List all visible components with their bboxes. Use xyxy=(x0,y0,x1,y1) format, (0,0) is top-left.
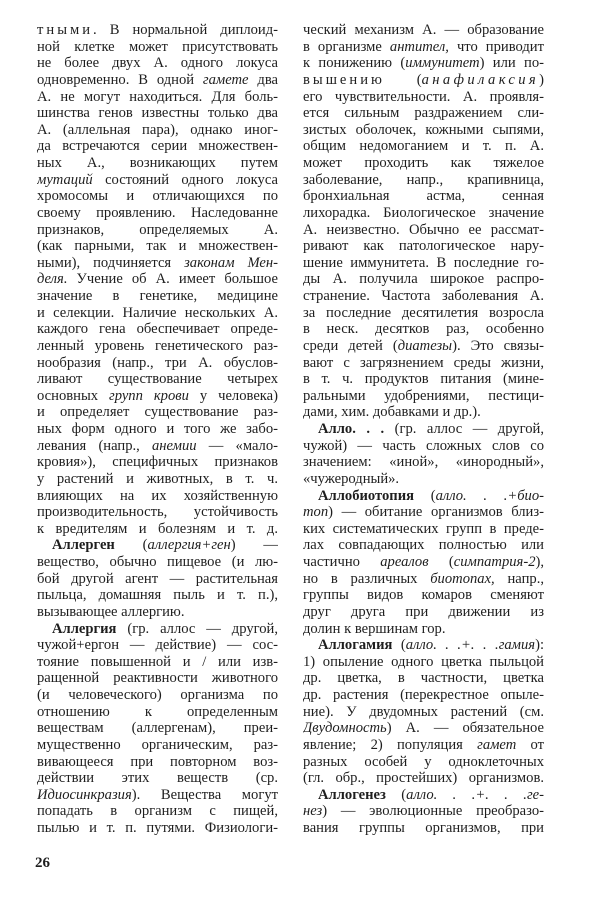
text-segment: к вредителям и болезням и т. д. xyxy=(37,520,278,537)
text-segment: др. цветка, в частности, цветка xyxy=(303,670,544,687)
entry-headword: Аллогенез xyxy=(318,786,386,803)
text-segment: вивающееся при повторном воз- xyxy=(37,753,278,770)
text-line xyxy=(303,105,544,122)
text-line xyxy=(303,720,544,737)
text-line xyxy=(303,89,544,106)
text-segment: попадать в организм с пищей, xyxy=(37,803,278,820)
italic-term: симпатрия-2 xyxy=(453,554,536,570)
text-line xyxy=(303,72,544,89)
text-segment: общим недомоганием и т. п. А. xyxy=(303,138,544,155)
text-segment: (как парными, так и множествен- xyxy=(37,238,278,255)
text-segment: ных А., возникающих путем xyxy=(37,155,278,171)
text-line xyxy=(303,770,544,787)
text-segment: вания группы организмов, при xyxy=(303,820,544,836)
text-segment: основных xyxy=(37,387,110,404)
italic-term: Двудомность xyxy=(303,720,387,737)
italic-term: топ xyxy=(303,504,329,521)
italic-term: ареалов xyxy=(380,554,429,570)
entry-headword: Аллогамия xyxy=(318,637,393,654)
text-segment: «чужеродный». xyxy=(303,470,400,487)
text-segment: его чувствительности. А. проявля- xyxy=(303,88,544,105)
text-line xyxy=(37,621,278,638)
text-segment: ( xyxy=(384,71,422,88)
text-line xyxy=(37,288,278,305)
text-line xyxy=(303,454,544,471)
text-line xyxy=(37,172,278,189)
text-line xyxy=(37,205,278,222)
text-segment: значением: «иной», «инородный», xyxy=(303,454,544,471)
text-line xyxy=(303,637,544,654)
text-line xyxy=(37,421,278,438)
text-line xyxy=(37,39,278,56)
text-segment: заболевание, напр., крапивница, xyxy=(303,171,544,188)
text-segment: ( xyxy=(428,554,454,570)
text-segment: долин к вершинам гор. xyxy=(303,620,446,637)
text-segment: ние). У двудомных растений (см. xyxy=(303,703,544,720)
italic-term: алло. . .+био- xyxy=(435,487,544,504)
text-segment: бронхиальная астма, сенная xyxy=(303,188,544,205)
text-line xyxy=(37,188,278,205)
text-segment: ) xyxy=(539,71,544,88)
text-segment: ). Вещества могут xyxy=(131,786,278,803)
text-line xyxy=(303,22,544,39)
text-line xyxy=(303,122,544,139)
italic-term: мутаций xyxy=(37,171,93,188)
italic-term: алло. . .+. . .ге- xyxy=(406,786,544,803)
text-segment: к понижению ( xyxy=(303,55,406,72)
text-segment: странение. Частота заболевания А. xyxy=(303,288,544,304)
text-line xyxy=(37,654,278,671)
text-line xyxy=(303,803,544,820)
text-line xyxy=(37,222,278,239)
text-segment: шинства генов известны только два xyxy=(37,105,278,122)
text-segment: левания (напр., xyxy=(37,437,152,454)
right-text-column xyxy=(303,22,544,837)
text-segment: не более двух А. одного локуса xyxy=(37,55,278,72)
italic-term: биотопах, xyxy=(430,570,495,587)
text-line xyxy=(303,155,544,172)
italic-term: Идиосинкразия xyxy=(37,786,132,803)
text-segment: ), xyxy=(535,554,544,570)
text-segment: нообразия (напр., три А. обуслов- xyxy=(37,354,278,371)
text-segment: ной клетке может присутствовать xyxy=(37,38,278,55)
text-segment: пыльца, домашняя пыль и т. п.), xyxy=(37,587,278,604)
text-line xyxy=(303,255,544,272)
text-segment: ) или по- xyxy=(479,55,544,72)
text-line xyxy=(37,138,278,155)
text-segment: влияющих на их хозяйственную xyxy=(37,487,278,504)
text-segment: (гл. обр., простейших) организмов. xyxy=(303,770,544,787)
text-segment: ленный уровень генетического раз- xyxy=(37,337,278,354)
text-segment: и определяет существование раз- xyxy=(37,404,278,421)
text-line xyxy=(37,770,278,787)
italic-term: гамете xyxy=(202,71,249,88)
text-segment: Учение об А. имеет большое xyxy=(67,271,278,288)
text-segment: . В нормальной диплоид- xyxy=(93,22,278,38)
text-segment: ( xyxy=(114,537,148,554)
text-line xyxy=(37,820,278,837)
text-segment: и селекции. Наличие нескольких А. xyxy=(37,304,278,321)
text-segment: своему проявлению. Наследованне xyxy=(37,204,278,221)
text-segment: производительность, устойчивость xyxy=(37,504,278,521)
text-segment: друг друга при движении из xyxy=(303,603,544,620)
text-line xyxy=(303,670,544,687)
text-line xyxy=(37,504,278,521)
text-segment: лах совпадающих полностью или xyxy=(303,537,544,554)
text-segment: вают с загрязнением среды жизни, xyxy=(303,354,544,371)
text-segment: явление; 2) популяция xyxy=(303,736,478,753)
text-segment: действии этих веществ (ср. xyxy=(37,770,278,787)
text-line xyxy=(303,571,544,588)
text-segment: может проходить как тяжелое xyxy=(303,155,544,171)
text-line xyxy=(303,172,544,189)
text-segment: чужой) — часть сложных слов со xyxy=(303,437,544,454)
text-segment: что приводит xyxy=(448,38,544,55)
text-segment: вышению xyxy=(303,71,385,88)
text-line xyxy=(303,388,544,405)
text-segment: ). Это связы- xyxy=(452,337,544,354)
text-line xyxy=(303,321,544,338)
text-line xyxy=(37,670,278,687)
text-line xyxy=(37,537,278,554)
text-line xyxy=(303,55,544,72)
entry-headword: Аллергия xyxy=(52,620,117,637)
text-segment: ческий механизм А. — образование xyxy=(303,22,544,38)
text-line xyxy=(303,421,544,438)
text-segment: одновременно. В одной xyxy=(37,71,203,88)
text-line xyxy=(303,820,544,837)
text-segment: признаков, определяемых А. xyxy=(37,221,278,238)
text-line xyxy=(303,654,544,671)
text-segment: отношению к определенным xyxy=(37,703,278,720)
text-segment: ды А. получила широкое распро- xyxy=(303,271,544,288)
text-segment: ( xyxy=(392,637,406,654)
text-line xyxy=(303,238,544,255)
text-line xyxy=(37,271,278,288)
text-line xyxy=(303,488,544,505)
text-segment: зистых оболочек, кожными сыпями, xyxy=(303,121,544,138)
text-line xyxy=(37,238,278,255)
text-line xyxy=(303,787,544,804)
text-segment: напр., xyxy=(494,570,544,587)
text-segment: чужой+ергон — действие) — сос- xyxy=(37,637,278,654)
text-segment: А. неизвестно. Обычно ее рассмат- xyxy=(303,221,544,238)
text-line xyxy=(303,687,544,704)
text-segment: за последние десятилетия возросла xyxy=(303,304,544,321)
text-line xyxy=(303,222,544,239)
text-line xyxy=(303,305,544,322)
text-segment: да встречаются серии множествен- xyxy=(37,138,278,155)
text-segment: А. (аллельная пара), однако иног- xyxy=(37,121,278,138)
text-line xyxy=(37,388,278,405)
text-line xyxy=(37,321,278,338)
text-line xyxy=(37,637,278,654)
text-segment: каждого гена обеспечивает опреде- xyxy=(37,321,278,338)
text-line xyxy=(303,587,544,604)
text-segment: тояние повышенной и / или изв- xyxy=(37,653,278,670)
text-segment: (гр. аллос — другой, xyxy=(116,620,278,637)
text-line xyxy=(37,22,278,39)
text-line xyxy=(303,355,544,372)
text-line xyxy=(303,338,544,355)
text-segment: разных особей у одноклеточных xyxy=(303,753,544,770)
text-segment: др. растения (перекрестное опыле- xyxy=(303,687,544,703)
text-line xyxy=(303,537,544,554)
text-segment: ) — xyxy=(230,537,278,554)
text-line xyxy=(37,371,278,388)
text-segment: веществам (аллергенам), преи- xyxy=(37,720,278,737)
text-segment: ) — эволюционные преобразо- xyxy=(322,803,544,820)
text-line xyxy=(303,604,544,621)
text-line xyxy=(37,554,278,571)
text-segment: ) — обитание организмов близ- xyxy=(328,504,544,521)
text-line xyxy=(37,737,278,754)
text-line xyxy=(303,737,544,754)
text-segment: среди детей ( xyxy=(303,337,398,354)
text-line xyxy=(37,72,278,89)
text-line xyxy=(37,571,278,588)
text-line xyxy=(37,105,278,122)
italic-term: алло. . .+. . .гамия xyxy=(405,637,536,654)
italic-term: законам Мен- xyxy=(184,254,278,271)
text-segment: ными), подчиняется xyxy=(37,254,185,271)
italic-term: деля. xyxy=(37,271,68,288)
text-line xyxy=(37,305,278,322)
text-segment: ется сильным раздражением сли- xyxy=(303,105,544,122)
text-segment: у человека) xyxy=(188,387,278,404)
text-segment: — «мало- xyxy=(196,437,278,454)
text-segment: ) А. — обязательное xyxy=(386,720,544,737)
text-line xyxy=(303,521,544,538)
text-segment: два xyxy=(248,71,278,88)
text-line xyxy=(37,720,278,737)
text-segment: кровия»), специфичных признаков xyxy=(37,454,278,471)
text-line xyxy=(303,39,544,56)
italic-term: групп крови xyxy=(109,387,189,404)
text-segment: тными xyxy=(37,22,94,38)
italic-term: антител, xyxy=(389,38,449,55)
text-segment: ): xyxy=(535,637,544,654)
text-segment: (и человеческого) организма по xyxy=(37,687,278,703)
italic-term: анемии xyxy=(152,437,197,454)
text-line xyxy=(37,438,278,455)
text-line xyxy=(37,587,278,604)
text-line xyxy=(37,471,278,488)
italic-term: аллергия+ген xyxy=(147,537,231,554)
text-line xyxy=(303,188,544,205)
text-line xyxy=(303,371,544,388)
text-line xyxy=(37,754,278,771)
text-line xyxy=(303,138,544,155)
text-segment: А. не могут находиться. Для боль- xyxy=(37,88,278,105)
text-line xyxy=(303,404,544,421)
text-line xyxy=(37,404,278,421)
text-segment: лихорадка. Биологическое значение xyxy=(303,204,544,221)
text-line xyxy=(37,338,278,355)
text-segment: бой другой агент — растительная xyxy=(37,570,278,587)
text-line xyxy=(303,438,544,455)
text-segment: значение в генетике, медицине xyxy=(37,288,278,304)
text-segment: пылью и т. п. путями. Физиологи- xyxy=(37,820,278,836)
text-segment: но в различных xyxy=(303,570,431,587)
entry-headword: Алло. . . xyxy=(318,421,385,437)
italic-term: нез xyxy=(303,803,323,820)
text-segment: (гр. аллос — другой, xyxy=(384,421,544,437)
text-line xyxy=(303,271,544,288)
text-segment: от xyxy=(516,736,544,753)
text-line xyxy=(37,255,278,272)
text-line xyxy=(37,604,278,621)
text-line xyxy=(303,554,544,571)
text-segment: ращенной реактивности животного xyxy=(37,670,278,687)
text-segment: в неск. десятков раз, особенно xyxy=(303,321,544,338)
text-segment: ных форм одного и того же забо- xyxy=(37,421,278,437)
italic-term: иммунитет xyxy=(405,55,480,72)
text-line xyxy=(37,89,278,106)
text-line xyxy=(37,454,278,471)
text-line xyxy=(303,704,544,721)
text-line xyxy=(37,787,278,804)
text-segment: ральными удобрениями, пестици- xyxy=(303,387,544,404)
page-number: 26 xyxy=(35,855,50,871)
text-line xyxy=(303,205,544,222)
text-line xyxy=(303,754,544,771)
text-segment: вызывающее аллергию. xyxy=(37,603,185,620)
text-segment: 1) опыление одного цветка пыльцой xyxy=(303,653,544,670)
text-segment: дами, хим. добавками и др.). xyxy=(303,404,481,421)
text-segment: у растений и животных, в т. ч. xyxy=(37,470,278,487)
text-line xyxy=(37,704,278,721)
entry-headword: Аллерген xyxy=(52,537,115,554)
text-line xyxy=(37,488,278,505)
text-segment: ких систематических групп в преде- xyxy=(303,520,544,537)
italic-term: гамет xyxy=(477,736,517,753)
text-segment: в т. ч. продуктов питания (мине- xyxy=(303,371,544,388)
text-segment: ривают как патологическое нару- xyxy=(303,238,544,255)
text-segment: шение иммунитета. В последние го- xyxy=(303,254,544,271)
text-line xyxy=(37,355,278,372)
text-line xyxy=(303,621,544,638)
left-text-column xyxy=(37,22,278,837)
text-line xyxy=(37,155,278,172)
text-line xyxy=(37,122,278,139)
text-segment: ( xyxy=(414,487,436,504)
italic-term: диатезы xyxy=(397,337,453,354)
text-line xyxy=(37,55,278,72)
text-segment: в организме xyxy=(303,38,390,55)
text-line xyxy=(303,288,544,305)
text-line xyxy=(303,471,544,488)
text-line xyxy=(37,803,278,820)
text-segment: хромосомы и отличающихся по xyxy=(37,188,278,205)
text-segment: вещество, обычно пищевое (и лю- xyxy=(37,554,278,570)
text-segment: ливают существование четырех xyxy=(37,371,278,388)
text-line xyxy=(37,687,278,704)
text-segment: ( xyxy=(385,786,407,803)
text-line xyxy=(303,504,544,521)
text-segment: состояний одного локуса xyxy=(92,171,278,188)
text-segment: группы видов комаров сменяют xyxy=(303,587,544,604)
text-segment: мущественно органическим, раз- xyxy=(37,736,278,753)
text-line xyxy=(37,521,278,538)
text-segment: частично xyxy=(303,554,381,570)
entry-headword: Аллобиотопия xyxy=(318,487,415,504)
italic-term: анафилаксия xyxy=(421,71,540,88)
